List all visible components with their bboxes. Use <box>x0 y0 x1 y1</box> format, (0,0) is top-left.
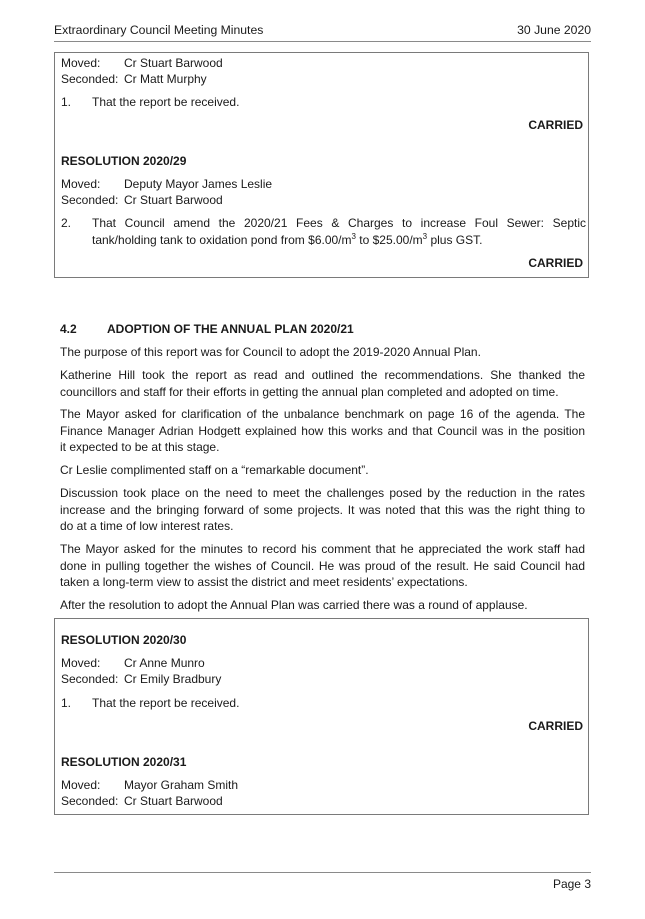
carried-label: CARRIED <box>528 256 583 270</box>
paragraph-3: The Mayor asked for clarification of the unbalance benchmark on page 16 of the agenda. The Finance Manager Adrian Hodgett explained how this works and that Council was in the position it expected to be at this stage. <box>60 407 585 454</box>
moved-value: Mayor Graham Smith <box>124 778 239 792</box>
page-number: Page 3 <box>552 877 591 891</box>
item-number: 2. <box>61 216 72 230</box>
item-text-line-2: tank/holding tank to oxidation pond from $\$6.00/m^3$ to $\$25.00/m^3$ plus GST. <box>92 232 483 247</box>
item-number: 1. <box>61 95 72 109</box>
meeting-date: 30 June 2020 <box>517 23 591 37</box>
section-number: 4.2 <box>60 322 77 336</box>
paragraph-4: Cr Leslie complimented staff on a “remarkable document”. <box>60 463 369 477</box>
paragraph-5: Discussion took place on the need to meet the challenges posed by the reduction in the rates increase and the bringing forward of some projects. It was noted that this was the right thing to do at a time of low interest rates. <box>60 486 585 533</box>
seconded-value: Cr Stuart Barwood <box>124 193 223 207</box>
section-title: ADOPTION OF THE ANNUAL PLAN 2020/21 <box>107 322 354 336</box>
seconded-value: Cr Matt Murphy <box>124 72 207 86</box>
resolution-heading: RESOLUTION 2020/30 <box>61 633 187 647</box>
paragraph-6: The Mayor asked for the minutes to record his comment that he appreciated the work staff had done in pulling together the wishes of Council. He was proud of the result. He said Council had taken a long-term view to assist the district and meet residents’ expectations. <box>60 542 585 589</box>
paragraph-7: After the resolution to adopt the Annual Plan was carried there was a round of applause. <box>60 598 528 612</box>
resolution-box-2 <box>54 618 589 815</box>
carried-label: CARRIED <box>528 719 583 733</box>
page-footer <box>54 872 591 891</box>
moved-label: Moved: <box>61 778 101 792</box>
paragraph-1: The purpose of this report was for Council to adopt the 2019-2020 Annual Plan. <box>60 345 481 359</box>
paragraph-2: Katherine Hill took the report as read and outlined the recommendations. She thanked the councillors and staff for their efforts in getting the annual plan completed and adopted on time. <box>60 368 585 399</box>
seconded-label: Seconded: <box>61 794 119 808</box>
item-text-line-1: That Council amend the 2020/21 Fees & Charges to increase Foul Sewer: Septic <box>92 216 586 230</box>
moved-label: Moved: <box>61 56 101 70</box>
carried-label: CARRIED <box>528 118 583 132</box>
page-header <box>54 23 591 42</box>
moved-value: Deputy Mayor James Leslie <box>124 177 273 191</box>
item-text: That the report be received. <box>92 95 240 109</box>
moved-value: Cr Anne Munro <box>124 656 205 670</box>
moved-label: Moved: <box>61 177 101 191</box>
item-number: 1. <box>61 696 72 710</box>
seconded-label: Seconded: <box>61 672 119 686</box>
seconded-label: Seconded: <box>61 72 119 86</box>
moved-label: Moved: <box>61 656 101 670</box>
resolution-heading: RESOLUTION 2020/31 <box>61 755 187 769</box>
moved-value: Cr Stuart Barwood <box>124 56 223 70</box>
document-title: Extraordinary Council Meeting Minutes <box>54 23 264 37</box>
seconded-value: Cr Emily Bradbury <box>124 672 222 686</box>
item-text: That the report be received. <box>92 696 240 710</box>
resolution-box-1 <box>54 52 589 278</box>
seconded-label: Seconded: <box>61 193 119 207</box>
seconded-value: Cr Stuart Barwood <box>124 794 223 808</box>
resolution-heading: RESOLUTION 2020/29 <box>61 154 187 168</box>
